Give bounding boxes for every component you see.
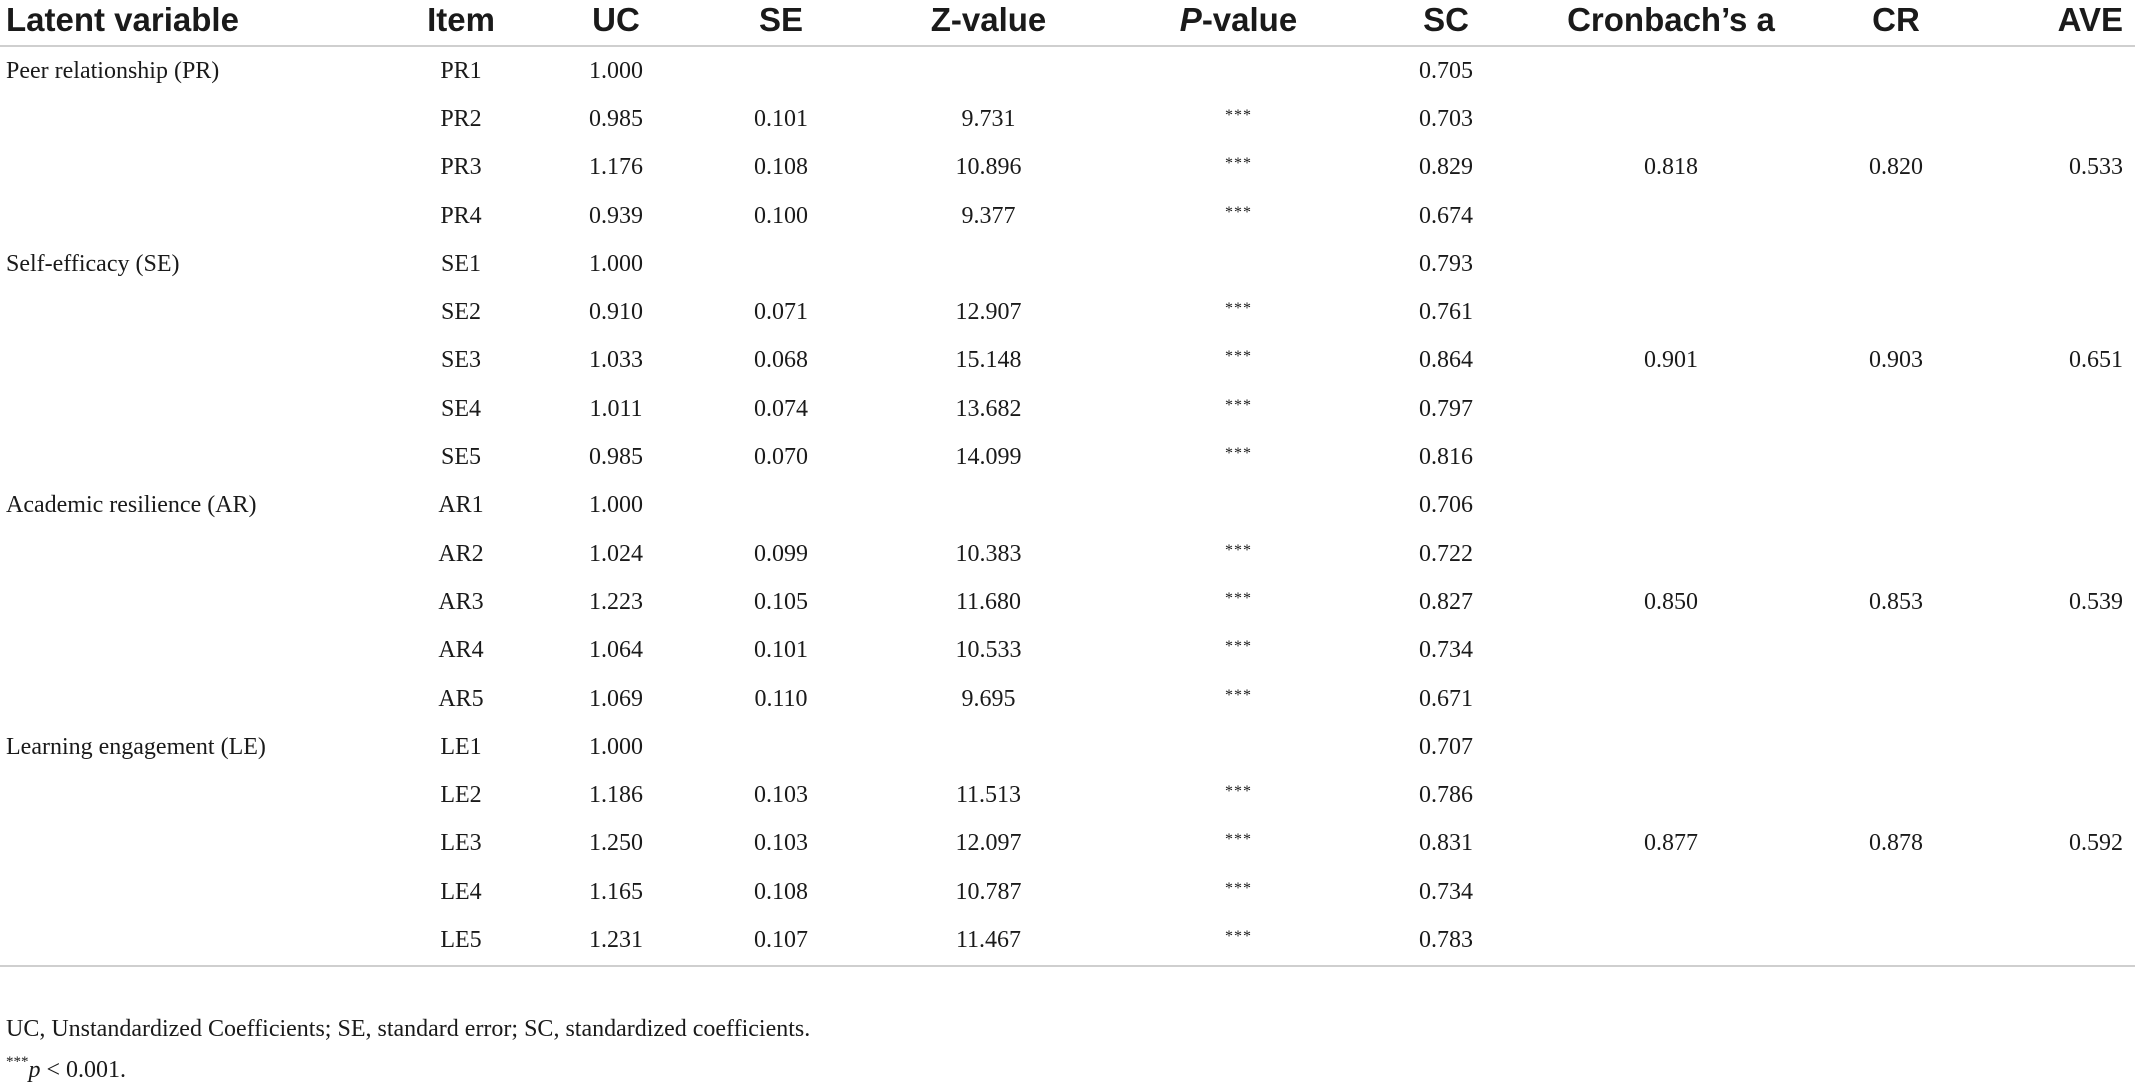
- cell-cronbach: [1531, 240, 1811, 288]
- cell-latent-variable: [0, 144, 391, 192]
- significance-stars: ***: [1225, 541, 1252, 559]
- cell-cr: [1811, 771, 1981, 819]
- significance-stars: ***: [1225, 396, 1252, 414]
- cell-latent-variable: [0, 627, 391, 675]
- cell-uc: 1.231: [531, 916, 701, 965]
- cell-z-value: [861, 482, 1116, 530]
- cell-z-value: 12.097: [955, 830, 1022, 857]
- cell-latent-variable: [0, 192, 391, 240]
- header-se: SE: [701, 0, 861, 46]
- footnote-stars: ***: [6, 1054, 29, 1070]
- cell-sc: 0.783: [1361, 916, 1531, 965]
- cell-latent-variable: [0, 95, 391, 143]
- cell-uc: 0.985: [589, 105, 643, 132]
- footnote-p: p: [28, 1057, 41, 1083]
- cell-p-value: [1116, 771, 1361, 819]
- cell-sc: 0.864: [1419, 347, 1473, 374]
- cell-cronbach: [1531, 433, 1811, 481]
- header-p-italic: P: [1179, 1, 1202, 38]
- header-cr: CR: [1811, 0, 1981, 46]
- cell-p-value: [1116, 337, 1361, 385]
- cell-cr: [1811, 482, 1981, 530]
- cell-ave: [1981, 771, 2135, 819]
- cell-latent-variable: Learning engagement (LE): [6, 733, 266, 760]
- cell-se: 0.103: [754, 830, 808, 857]
- cell-se: [701, 482, 861, 530]
- cell-p-value: [1116, 95, 1361, 143]
- footnote-significance: [6, 1047, 810, 1088]
- cell-uc: 1.223: [589, 588, 643, 615]
- cell-ave: [1981, 627, 2135, 675]
- table-row: [0, 385, 2135, 433]
- significance-stars: ***: [1225, 348, 1252, 366]
- cell-se: 0.074: [754, 395, 808, 422]
- cell-latent-variable: [0, 385, 391, 433]
- footnote-abbreviations: UC, Unstandardized Coefficients; SE, standard error; SC, standardized coefficients.: [6, 1016, 811, 1042]
- cell-cronbach: [1531, 95, 1811, 143]
- cell-cr: [1811, 433, 1981, 481]
- cell-p-value: [1116, 385, 1361, 433]
- cell-latent-variable: [0, 337, 391, 385]
- significance-stars: ***: [1225, 106, 1252, 124]
- cell-uc: 1.000: [589, 733, 643, 760]
- cell-uc: 0.939: [589, 202, 643, 229]
- cell-cr: [1811, 95, 1981, 143]
- cell-p-value: [1116, 916, 1361, 965]
- cell-uc: 0.910: [589, 299, 643, 326]
- table-row: [0, 433, 2135, 481]
- cell-ave: [1981, 95, 2135, 143]
- cell-cr: 0.853: [1869, 588, 1923, 615]
- table-row: [0, 337, 2135, 385]
- cell-cr: [1811, 288, 1981, 336]
- cell-sc: 0.671: [1419, 685, 1473, 712]
- significance-stars: ***: [1225, 589, 1252, 607]
- cell-z-value: 12.907: [955, 299, 1022, 326]
- cell-se: 0.070: [754, 444, 808, 471]
- cell-item: SE3: [440, 347, 481, 374]
- cell-p-value: [1116, 192, 1361, 240]
- cell-uc: 1.250: [589, 830, 643, 857]
- cell-item: AR4: [438, 637, 484, 664]
- header-cronbach: Cronbach’s a: [1531, 0, 1811, 46]
- cell-z-value: 11.513: [955, 782, 1022, 809]
- cell-se: 0.101: [754, 637, 808, 664]
- table-row: [0, 868, 2135, 916]
- table-footnotes: [6, 1012, 810, 1088]
- table-row: [0, 46, 2135, 95]
- significance-stars: ***: [1225, 445, 1252, 463]
- cell-ave: 0.533: [2069, 154, 2123, 181]
- cell-z-value: 14.099: [955, 444, 1022, 471]
- cell-z-value: 9.695: [961, 685, 1016, 712]
- cell-se: 0.099: [754, 540, 808, 567]
- table-body: [0, 46, 2135, 966]
- cell-item: LE5: [391, 916, 531, 965]
- cell-uc: 1.186: [589, 782, 643, 809]
- table-row: [0, 820, 2135, 868]
- cell-cronbach: 0.850: [1644, 588, 1698, 615]
- cell-latent-variable: [0, 868, 391, 916]
- cell-item: SE4: [440, 395, 481, 422]
- table-row: [0, 627, 2135, 675]
- cell-cr: [1811, 192, 1981, 240]
- cell-z-value: [861, 46, 1116, 95]
- cell-p-value: [1116, 144, 1361, 192]
- cell-uc: 1.069: [589, 685, 643, 712]
- table-header-row: [0, 0, 2135, 46]
- table-row: [0, 578, 2135, 626]
- cell-item: LE2: [440, 782, 482, 809]
- cell-latent-variable: [0, 771, 391, 819]
- cell-se: 0.103: [754, 782, 808, 809]
- cell-cr: 0.903: [1869, 347, 1923, 374]
- table-row: [0, 144, 2135, 192]
- cell-ave: [1981, 482, 2135, 530]
- cell-z-value: 10.533: [955, 637, 1022, 664]
- cell-ave: [1981, 530, 2135, 578]
- cell-latent-variable: [0, 288, 391, 336]
- cell-uc: 0.985: [589, 444, 643, 471]
- cell-cr: [1811, 627, 1981, 675]
- cell-uc: 1.024: [589, 540, 643, 567]
- cell-cr: [1811, 385, 1981, 433]
- cell-cr: [1811, 240, 1981, 288]
- cell-se: 0.100: [754, 202, 808, 229]
- cell-sc: 0.707: [1419, 733, 1473, 760]
- cell-ave: 0.651: [2069, 347, 2123, 374]
- cell-ave: 0.592: [2069, 830, 2123, 857]
- cell-cronbach: [1531, 916, 1811, 965]
- cell-se: 0.108: [754, 878, 808, 905]
- cell-sc: 0.722: [1419, 540, 1473, 567]
- cell-item: AR1: [438, 492, 484, 519]
- cell-item: AR5: [438, 685, 484, 712]
- cell-z-value: 11.467: [861, 916, 1116, 965]
- cell-se: [701, 240, 861, 288]
- cell-p-value: [1116, 530, 1361, 578]
- cell-cr: [1811, 916, 1981, 965]
- cell-ave: [1981, 675, 2135, 723]
- footnote-threshold: < 0.001.: [40, 1057, 127, 1083]
- cell-se: 0.101: [754, 105, 808, 132]
- cell-se: 0.110: [754, 685, 808, 712]
- cell-se: 0.107: [701, 916, 861, 965]
- significance-stars: ***: [1225, 831, 1252, 849]
- cell-p-value: [1116, 482, 1361, 530]
- cell-p-value: [1116, 46, 1361, 95]
- cell-ave: [1981, 46, 2135, 95]
- cell-uc: 1.165: [589, 878, 643, 905]
- header-p-rest: -value: [1201, 1, 1298, 38]
- cell-cr: 0.820: [1869, 154, 1923, 181]
- cell-uc: 1.064: [589, 637, 643, 664]
- cell-cr: 0.878: [1869, 830, 1923, 857]
- cell-latent-variable: Peer relationship (PR): [6, 57, 220, 84]
- cell-z-value: 13.682: [955, 395, 1022, 422]
- header-z-value: Z-value: [861, 0, 1116, 46]
- cell-sc: 0.816: [1419, 444, 1473, 471]
- significance-stars: ***: [1225, 879, 1252, 897]
- table-row: [0, 771, 2135, 819]
- cell-uc: 1.011: [589, 395, 643, 422]
- cell-item: SE2: [440, 299, 481, 326]
- cell-sc: 0.706: [1419, 492, 1473, 519]
- cell-ave: [1981, 723, 2135, 771]
- cell-cronbach: [1531, 771, 1811, 819]
- table-row: [0, 288, 2135, 336]
- cell-p-value: [1116, 723, 1361, 771]
- cell-sc: 0.703: [1419, 105, 1473, 132]
- cell-p-value: [1116, 433, 1361, 481]
- cell-item: SE5: [440, 444, 481, 471]
- cell-ave: [1981, 192, 2135, 240]
- table-row: [0, 95, 2135, 143]
- cell-z-value: [861, 723, 1116, 771]
- header-item: Item: [391, 0, 531, 46]
- cell-sc: 0.786: [1419, 782, 1473, 809]
- cell-uc: 1.000: [589, 250, 643, 277]
- table-row: [0, 240, 2135, 288]
- cell-item: PR3: [440, 154, 482, 181]
- cell-z-value: [861, 240, 1116, 288]
- cell-item: AR3: [438, 588, 484, 615]
- cell-cr: [1811, 868, 1981, 916]
- table-row: [0, 482, 2135, 530]
- cell-se: [701, 723, 861, 771]
- cell-cr: [1811, 675, 1981, 723]
- cell-se: 0.071: [754, 299, 808, 326]
- cell-latent-variable: [0, 530, 391, 578]
- significance-stars: ***: [1225, 686, 1252, 704]
- cell-latent-variable: [0, 578, 391, 626]
- table-row: [0, 675, 2135, 723]
- cell-cronbach: [1531, 192, 1811, 240]
- cell-ave: [1981, 433, 2135, 481]
- cell-p-value: [1116, 240, 1361, 288]
- cell-se: 0.108: [754, 154, 808, 181]
- header-p-value: [1116, 0, 1361, 46]
- cell-p-value: [1116, 627, 1361, 675]
- cell-latent-variable: [0, 916, 391, 965]
- cell-sc: 0.734: [1419, 637, 1473, 664]
- cell-ave: 0.539: [2069, 588, 2123, 615]
- cell-sc: 0.761: [1419, 299, 1473, 326]
- cell-latent-variable: [0, 820, 391, 868]
- cell-sc: 0.674: [1419, 202, 1473, 229]
- cell-uc: 1.176: [589, 154, 643, 181]
- cell-sc: 0.797: [1419, 395, 1473, 422]
- cell-p-value: [1116, 820, 1361, 868]
- cell-sc: 0.793: [1419, 250, 1473, 277]
- cell-sc: 0.829: [1419, 154, 1473, 181]
- significance-stars: ***: [1225, 638, 1252, 656]
- cell-item: AR2: [438, 540, 484, 567]
- cell-cronbach: [1531, 482, 1811, 530]
- significance-stars: ***: [1225, 783, 1252, 801]
- cell-item: SE1: [440, 250, 481, 277]
- table-row: [0, 192, 2135, 240]
- table-row: [0, 723, 2135, 771]
- cell-ave: [1981, 868, 2135, 916]
- cell-latent-variable: Academic resilience (AR): [6, 492, 257, 519]
- cell-uc: 1.000: [589, 57, 643, 84]
- cell-cronbach: [1531, 723, 1811, 771]
- cell-cr: [1811, 723, 1981, 771]
- cell-item: PR2: [440, 105, 482, 132]
- cell-sc: 0.831: [1419, 830, 1473, 857]
- table-row: [0, 530, 2135, 578]
- cell-cronbach: [1531, 530, 1811, 578]
- cell-item: LE1: [440, 733, 482, 760]
- cell-ave: [1981, 288, 2135, 336]
- cell-cronbach: [1531, 385, 1811, 433]
- cell-cronbach: [1531, 675, 1811, 723]
- cell-p-value: [1116, 675, 1361, 723]
- cell-item: LE4: [440, 878, 482, 905]
- cell-cronbach: [1531, 868, 1811, 916]
- cell-sc: 0.705: [1419, 57, 1473, 84]
- cell-item: PR4: [440, 202, 482, 229]
- cell-cronbach: 0.877: [1644, 830, 1698, 857]
- cell-z-value: 10.787: [955, 878, 1022, 905]
- cell-latent-variable: [0, 675, 391, 723]
- cell-cronbach: 0.901: [1644, 347, 1698, 374]
- cell-z-value: 11.680: [955, 588, 1022, 615]
- cell-z-value: 10.896: [955, 154, 1022, 181]
- table-row: [0, 916, 2135, 965]
- cell-se: [701, 46, 861, 95]
- cell-z-value: 9.377: [961, 202, 1016, 229]
- cell-ave: [1981, 385, 2135, 433]
- cell-cronbach: [1531, 46, 1811, 95]
- header-uc: UC: [531, 0, 701, 46]
- cell-latent-variable: Self-efficacy (SE): [6, 250, 180, 277]
- significance-stars: ***: [1225, 155, 1252, 173]
- cell-p-value: [1116, 578, 1361, 626]
- significance-stars: ***: [1225, 927, 1252, 945]
- cell-z-value: 15.148: [955, 347, 1022, 374]
- significance-stars: ***: [1225, 300, 1252, 318]
- cell-sc: 0.734: [1419, 878, 1473, 905]
- cell-cr: [1811, 530, 1981, 578]
- cell-se: 0.068: [754, 347, 808, 374]
- cell-sc: 0.827: [1419, 588, 1473, 615]
- cell-se: 0.105: [754, 588, 808, 615]
- cell-uc: 1.000: [589, 492, 643, 519]
- cell-item: LE3: [440, 830, 482, 857]
- header-sc: SC: [1361, 0, 1531, 46]
- cell-cr: [1811, 46, 1981, 95]
- cell-cronbach: [1531, 288, 1811, 336]
- cell-cronbach: [1531, 627, 1811, 675]
- cell-ave: [1981, 240, 2135, 288]
- header-ave: AVE: [1981, 0, 2135, 46]
- cell-ave: [1981, 916, 2135, 965]
- cell-uc: 1.033: [589, 347, 643, 374]
- cell-z-value: 9.731: [961, 105, 1016, 132]
- cell-z-value: 10.383: [955, 540, 1022, 567]
- header-latent-variable: Latent variable: [0, 0, 391, 46]
- cell-item: PR1: [440, 57, 482, 84]
- cell-latent-variable: [0, 433, 391, 481]
- cell-p-value: [1116, 288, 1361, 336]
- cell-cronbach: 0.818: [1644, 154, 1698, 181]
- significance-stars: ***: [1225, 203, 1252, 221]
- cell-p-value: [1116, 868, 1361, 916]
